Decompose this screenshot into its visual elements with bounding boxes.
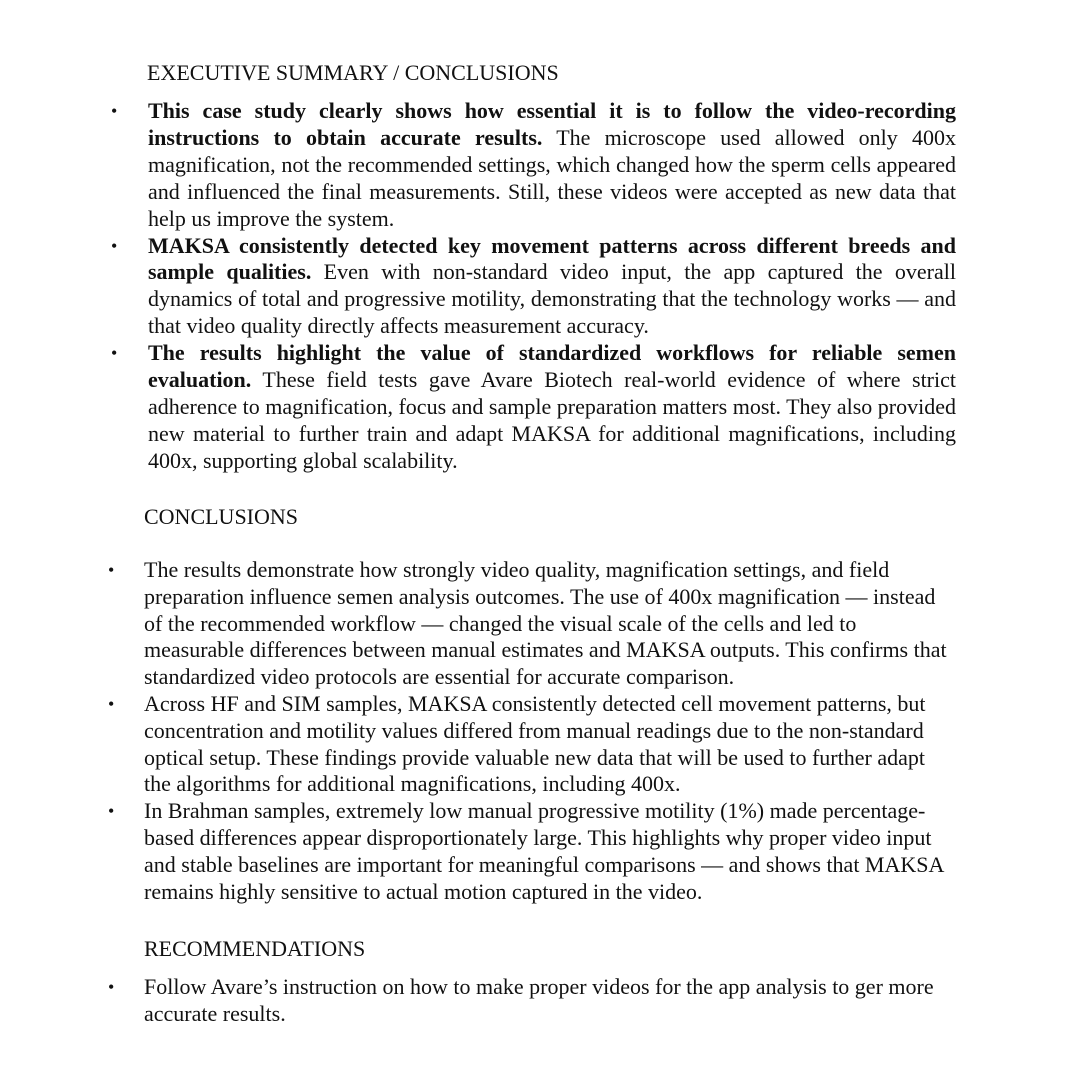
list-item (108, 557, 956, 691)
bullet-text: In Brahman samples, extremely low manual progressive motility (1%) made percentage-based differences appear disproportionately large. This highlights why proper video input and stable baselines are important for meaningful comparisons — and shows that MAKSA remains highly sensitive to actual motion captured in the video. (144, 798, 944, 904)
list-item (111, 232, 956, 341)
list-item (108, 798, 956, 905)
bullet-text: Follow Avare’s instruction on how to make proper videos for the app analysis to ger more accurate results. (144, 974, 934, 1026)
bullet-marker: • (111, 235, 118, 256)
bullet-marker: • (111, 101, 118, 121)
bullet-lead: MAKSA consistently detected key movement patterns across different breeds and sample qualities. (148, 232, 956, 285)
bullet-lead: This case study clearly shows how essential it is to follow the video-recording instructions to obtain accurate results. (148, 98, 956, 150)
bullet-text: These field tests gave Avare Biotech real-world evidence of where strict adherence to magnification, focus and sample preparation matters most. They also provided new material to further train and adapt MAKSA for additional magnifications, including 400x, supporting global scalability. (148, 367, 956, 473)
list-item (111, 98, 956, 233)
executive-summary-heading: EXECUTIVE SUMMARY / CONCLUSIONS (147, 60, 559, 85)
bullet-text: Across HF and SIM samples, MAKSA consistently detected cell movement patterns, but concentration and motility values differed from manual readings due to the non-standard optical setup. These findings provide valuable new data that will be used to further adapt the algorithms for additional magnifications, including 400x. (144, 690, 926, 797)
conclusions-list (108, 557, 956, 905)
bullet-text: The results demonstrate how strongly video quality, magnification settings, and field preparation influence semen analysis outcomes. The use of 400x magnification — instead of the recommended workflow — changed the visual scale of the cells and led to measurable differences between manual estimates and MAKSA outputs. This confirms that standardized video protocols are essential for accurate comparison. (144, 557, 947, 690)
bullet-marker: • (108, 801, 115, 822)
bullet-marker: • (111, 343, 118, 364)
bullet-text: Even with non-standard video input, the app captured the overall dynamics of total and progressive motility, demonstrating that the technology works — and that video quality directly affects measurement accuracy. (148, 259, 956, 339)
conclusions-heading: CONCLUSIONS (144, 504, 299, 529)
list-item (108, 974, 956, 1028)
recommendations-heading: RECOMMENDATIONS (144, 936, 366, 961)
bullet-text: The microscope used allowed only 400x magnification, not the recommended settings, which changed how the sperm cells appeared and influenced the final measurements. Still, these videos were accepted as new data that help us improve the system. (148, 124, 956, 231)
list-item (108, 690, 956, 798)
executive-summary-list (111, 98, 956, 475)
bullet-marker: • (108, 560, 115, 580)
bullet-lead: The results highlight the value of standardized workflows for reliable semen evaluation. (148, 340, 956, 393)
bullet-marker: • (108, 693, 115, 714)
bullet-marker: • (108, 977, 115, 997)
recommendations-list (108, 974, 956, 1028)
list-item (111, 340, 956, 475)
